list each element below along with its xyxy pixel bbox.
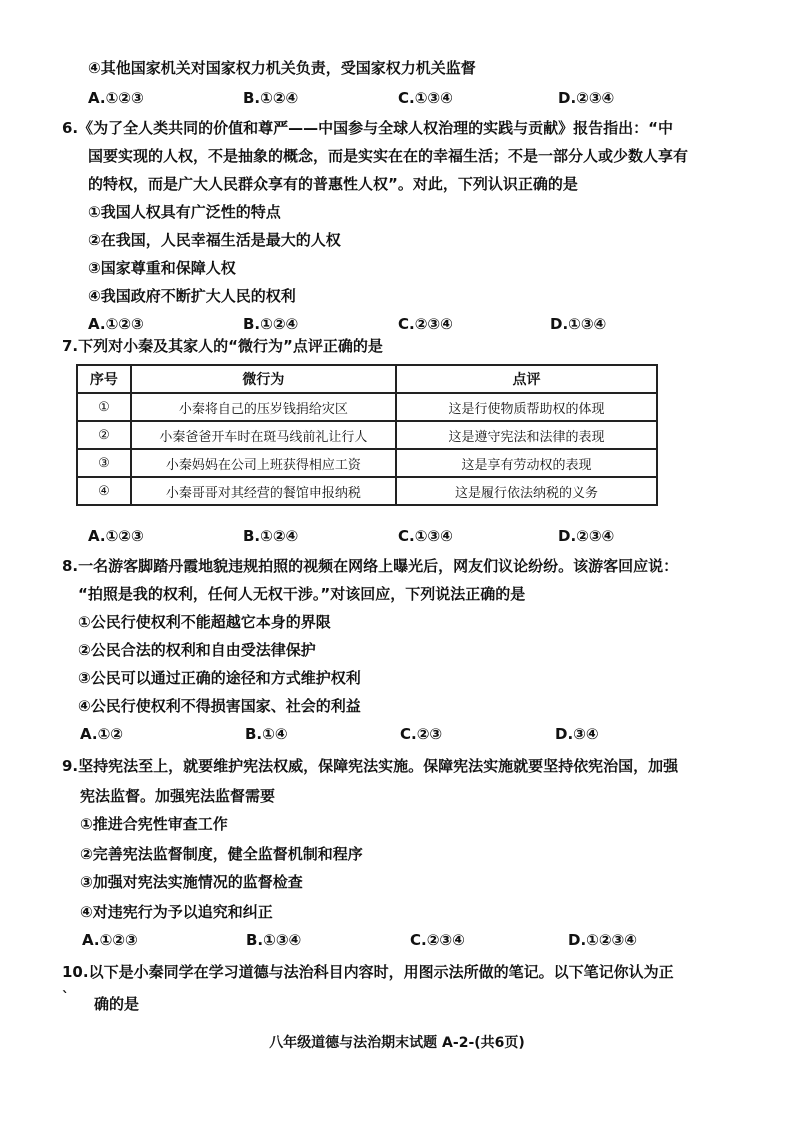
q7-options: [88, 526, 648, 546]
table-cell: ②: [77, 421, 131, 449]
option-a: A.①②③: [88, 89, 144, 107]
table-row: [77, 477, 657, 505]
option-b: B.①④: [245, 725, 288, 743]
prev-question-item-4: ④其他国家机关对国家权力机关负责，受国家权力机关监督: [88, 59, 476, 77]
q8-stem-line-1: 8.一名游客脚踏丹霞地貌违规拍照的视频在网络上曝光后，网友们议论纷纷。该游客回应说：: [62, 557, 679, 575]
table-cell: 小秦爸爸开车时在斑马线前礼让行人: [131, 421, 396, 449]
table-cell: 这是履行依法纳税的义务: [396, 477, 657, 505]
q8-item-4: ④公民行使权利不得损害国家、社会的利益: [78, 697, 361, 715]
table-row: [77, 421, 657, 449]
table-header-cell: 点评: [396, 365, 657, 393]
q8-options: [80, 724, 640, 744]
q7-stem: 7.下列对小秦及其家人的“微行为”点评正确的是: [62, 337, 383, 355]
q7-table: [76, 364, 658, 506]
q9-item-3: ③加强对宪法实施情况的监督检查: [80, 873, 303, 891]
prev-question-options: [88, 88, 648, 108]
q9-options: [82, 930, 682, 950]
option-a: A.①②: [80, 725, 123, 743]
q6-options: [88, 314, 648, 334]
q6-item-3: ③国家尊重和保障人权: [88, 259, 236, 277]
q10-stem-line-1: 10.以下是小秦同学在学习道德与法治科目内容时，用图示法所做的笔记。以下笔记你认为正: [62, 963, 674, 981]
q8-stem-line-2: “拍照是我的权利，任何人无权干涉。”对该回应，下列说法正确的是: [78, 585, 526, 603]
tick-mark: `: [62, 990, 69, 1006]
q6-stem-line-2: 国要实现的人权，不是抽象的概念，而是实实在在的幸福生活；不是一部分人或少数人享有: [88, 147, 689, 165]
q8-item-2: ②公民合法的权利和自由受法律保护: [78, 641, 316, 659]
table-cell: 小秦哥哥对其经营的餐馆申报纳税: [131, 477, 396, 505]
option-c: C.②③④: [398, 315, 453, 333]
table-header-cell: 微行为: [131, 365, 396, 393]
option-c: C.①③④: [398, 89, 453, 107]
q6-item-4: ④我国政府不断扩大人民的权利: [88, 287, 296, 305]
q6-item-2: ②在我国，人民幸福生活是最大的人权: [88, 231, 341, 249]
q9-item-4: ④对违宪行为予以追究和纠正: [80, 903, 273, 921]
q9-item-2: ②完善宪法监督制度，健全监督机制和程序: [80, 845, 363, 863]
table-header-cell: 序号: [77, 365, 131, 393]
option-d: D.③④: [555, 725, 599, 743]
q8-item-3: ③公民可以通过正确的途径和方式维护权利: [78, 669, 361, 687]
option-a: A.①②③: [82, 931, 138, 949]
table-cell: ③: [77, 449, 131, 477]
table-row: [77, 393, 657, 421]
option-b: B.①②④: [243, 89, 299, 107]
option-b: B.①③④: [246, 931, 302, 949]
option-d: D.②③④: [558, 89, 615, 107]
q9-stem-line-2: 宪法监督。加强宪法监督需要: [80, 787, 276, 805]
table-header-row: [77, 365, 657, 393]
option-a: A.①②③: [88, 527, 144, 545]
option-d: D.①②③④: [568, 931, 637, 949]
option-d: D.①③④: [550, 315, 607, 333]
option-b: B.①②④: [243, 315, 299, 333]
q6-stem-line-3: 的特权，而是广大人民群众享有的普惠性人权”。对此，下列认识正确的是: [88, 175, 578, 193]
q10-stem-line-2: 确的是: [94, 995, 140, 1013]
table-cell: ④: [77, 477, 131, 505]
table-cell: 这是行使物质帮助权的体现: [396, 393, 657, 421]
option-d: D.②③④: [558, 527, 615, 545]
option-c: C.②③: [400, 725, 443, 743]
q6-item-1: ①我国人权具有广泛性的特点: [88, 203, 281, 221]
table-cell: 小秦将自己的压岁钱捐给灾区: [131, 393, 396, 421]
table-cell: 小秦妈妈在公司上班获得相应工资: [131, 449, 396, 477]
table-cell: 这是遵守宪法和法律的表现: [396, 421, 657, 449]
table-cell: 这是享有劳动权的表现: [396, 449, 657, 477]
option-c: C.①③④: [398, 527, 453, 545]
q8-item-1: ①公民行使权利不能超越它本身的界限: [78, 613, 331, 631]
table-cell: ①: [77, 393, 131, 421]
q9-item-1: ①推进合宪性审查工作: [80, 815, 228, 833]
table-row: [77, 449, 657, 477]
q9-stem-line-1: 9.坚持宪法至上，就要维护宪法权威，保障宪法实施。保障宪法实施就要坚持依宪治国，加强: [62, 757, 679, 775]
option-a: A.①②③: [88, 315, 144, 333]
page-footer: 八年级道德与法治期末试题 A-2-(共6页): [269, 1035, 525, 1051]
q6-stem-line-1: 6.《为了全人类共同的价值和尊严——中国参与全球人权治理的实践与贡献》报告指出：“中: [62, 119, 673, 137]
option-c: C.②③④: [410, 931, 465, 949]
option-b: B.①②④: [243, 527, 299, 545]
